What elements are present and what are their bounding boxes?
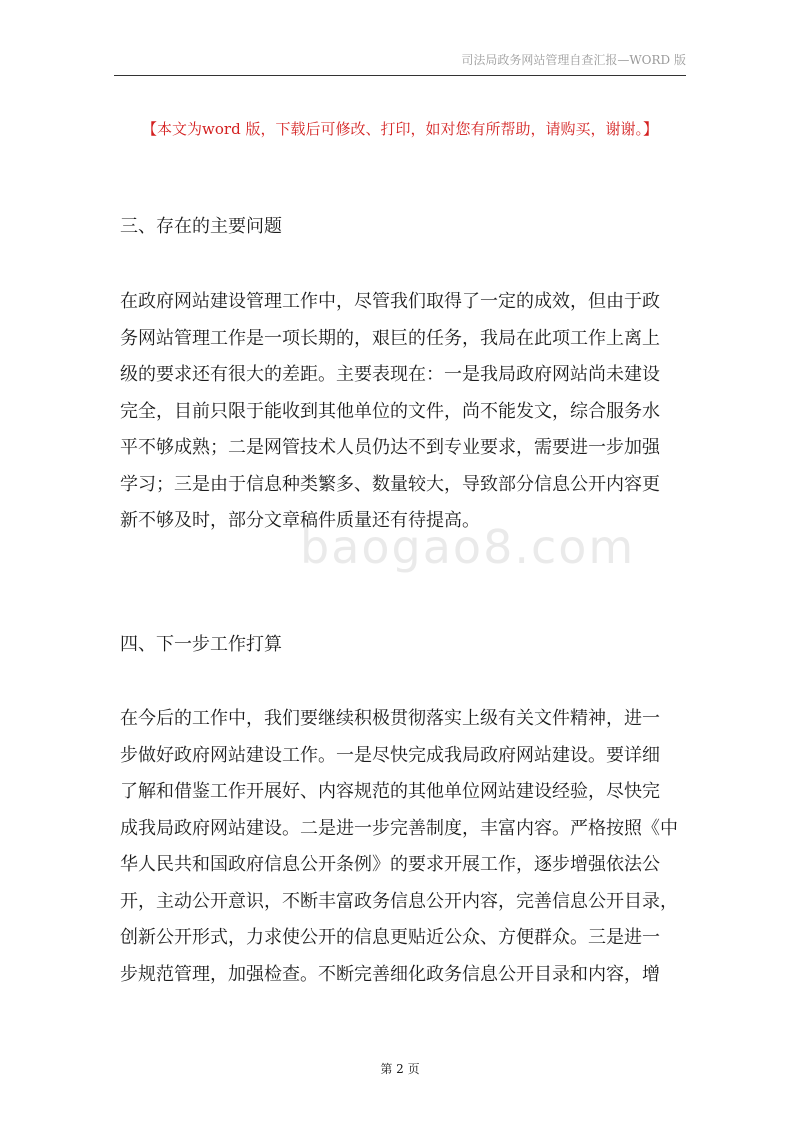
- paragraph-line: 完全，目前只限于能收到其他单位的文件，尚不能发文，综合服务水: [120, 400, 660, 422]
- header-divider: [114, 75, 686, 76]
- paragraph-line: 华人民共和国政府信息公开条例》的要求开展工作，逐步增强依法公: [120, 854, 660, 875]
- paragraph-line: 平不够成熟；二是网管技术人员仍达不到专业要求，需要进一步加强: [120, 437, 660, 458]
- paragraph-line: 步规范管理，加强检查。不断完善细化政务信息公开目录和内容，增: [120, 963, 660, 985]
- paragraph-line: 学习；三是由于信息种类繁多、数量较大，导致部分信息公开内容更: [120, 473, 660, 495]
- section-3-paragraph: [120, 284, 685, 540]
- paragraph-line: 开，主动公开意识，不断丰富政务信息公开内容，完善信息公开目录，: [120, 890, 678, 912]
- paragraph-line: 在政府网站建设管理工作中，尽管我们取得了一定的成效，但由于政: [120, 291, 660, 312]
- document-header-title: 司法局政务网站管理自查汇报—WORD 版: [461, 53, 686, 67]
- paragraph-line: 创新公开形式，力求使公开的信息更贴近公众、方便群众。三是进一: [120, 927, 660, 948]
- watermark: baogao8.com: [300, 520, 636, 574]
- download-notice: 【本文为word 版，下载后可修改、打印，如对您有所帮助，请购买，谢谢。】: [142, 120, 658, 138]
- paragraph-line: 新不够及时，部分文章稿件质量还有待提高。: [120, 510, 480, 531]
- section-3-heading: 三、存在的主要问题: [120, 216, 282, 237]
- paragraph-line: 级的要求还有很大的差距。主要表现在：一是我局政府网站尚未建设: [120, 364, 660, 385]
- page-number: 第 2 页: [380, 1062, 420, 1076]
- section-4-heading: 四、下一步工作打算: [120, 634, 282, 655]
- paragraph-line: 在今后的工作中，我们要继续积极贯彻落实上级有关文件精神，进一: [120, 708, 660, 729]
- paragraph-line: 了解和借鉴工作开展好、内容规范的其他单位网站建设经验，尽快完: [120, 781, 660, 802]
- section-4-paragraph: [120, 701, 685, 993]
- paragraph-line: 务网站管理工作是一项长期的，艰巨的任务，我局在此项工作上离上: [120, 327, 660, 349]
- paragraph-line: 成我局政府网站建设。二是进一步完善制度，丰富内容。严格按照《中: [120, 817, 678, 839]
- paragraph-line: 步做好政府网站建设工作。一是尽快完成我局政府网站建设。要详细: [120, 744, 660, 766]
